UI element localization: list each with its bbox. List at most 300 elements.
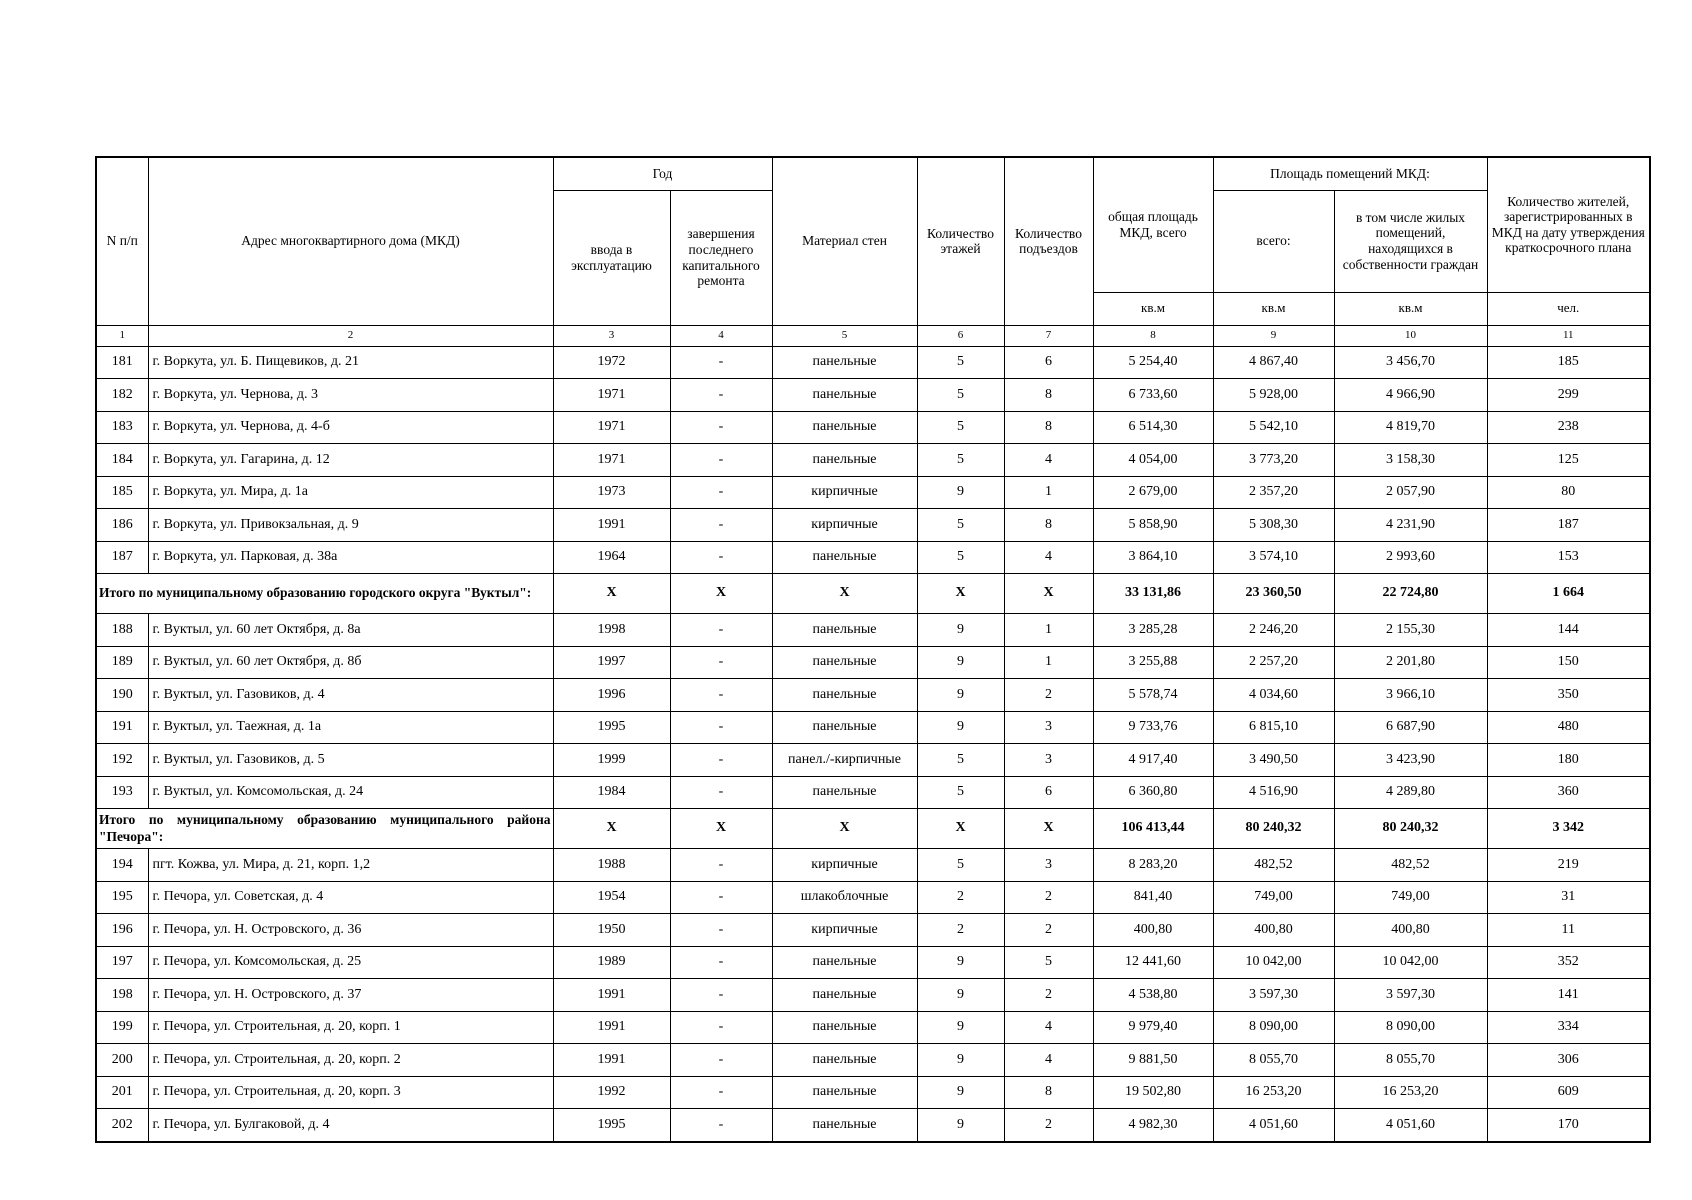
row-address: г. Воркута, ул. Чернова, д. 4-б	[148, 411, 553, 444]
table-cell: 350	[1487, 679, 1650, 712]
table-cell: 31	[1487, 881, 1650, 914]
table-cell: 9	[917, 646, 1004, 679]
table-row	[96, 946, 1650, 979]
table-cell: 9	[917, 476, 1004, 509]
table-row	[96, 346, 1650, 379]
table-cell: -	[670, 541, 772, 574]
table-cell: 4 289,80	[1334, 776, 1487, 809]
table-cell: -	[670, 444, 772, 477]
column-number: 11	[1487, 325, 1650, 346]
total-cell: 80 240,32	[1213, 809, 1334, 849]
table-cell: 3	[1004, 711, 1093, 744]
row-address: г. Воркута, ул. Чернова, д. 3	[148, 379, 553, 412]
table-cell: -	[670, 1109, 772, 1142]
column-number: 7	[1004, 325, 1093, 346]
table-row	[96, 1011, 1650, 1044]
table-cell: 125	[1487, 444, 1650, 477]
table-cell: 3 158,30	[1334, 444, 1487, 477]
table-cell: 1996	[553, 679, 670, 712]
table-cell: 4	[1004, 444, 1093, 477]
table-row	[96, 849, 1650, 882]
table-cell: 8 090,00	[1334, 1011, 1487, 1044]
table-cell: 360	[1487, 776, 1650, 809]
table-cell: 187	[1487, 509, 1650, 542]
total-cell: X	[917, 574, 1004, 614]
row-number: 187	[96, 541, 148, 574]
table-row	[96, 444, 1650, 477]
header-entrances: Количество подъездов	[1004, 157, 1093, 325]
header-premises-group: Площадь помещений МКД:	[1213, 157, 1487, 190]
table-cell: 6	[1004, 346, 1093, 379]
total-cell: X	[1004, 574, 1093, 614]
table-cell: панельные	[772, 379, 917, 412]
table-cell: 1991	[553, 979, 670, 1012]
table-cell: 6 360,80	[1093, 776, 1213, 809]
row-number: 196	[96, 914, 148, 947]
table-cell: 4 231,90	[1334, 509, 1487, 542]
table-cell: 4 538,80	[1093, 979, 1213, 1012]
table-cell: 1997	[553, 646, 670, 679]
row-address: г. Печора, ул. Н. Островского, д. 37	[148, 979, 553, 1012]
header-premises-total: всего:	[1213, 190, 1334, 292]
column-number: 1	[96, 325, 148, 346]
table-cell: 3	[1004, 849, 1093, 882]
column-number: 6	[917, 325, 1004, 346]
table-cell: 8	[1004, 509, 1093, 542]
table-cell: -	[670, 946, 772, 979]
table-cell: 609	[1487, 1076, 1650, 1109]
table-cell: 1991	[553, 509, 670, 542]
table-cell: -	[670, 679, 772, 712]
table-cell: 144	[1487, 614, 1650, 647]
table-cell: 4 819,70	[1334, 411, 1487, 444]
row-address: г. Печора, ул. Строительная, д. 20, корп. 3	[148, 1076, 553, 1109]
table-cell: 1989	[553, 946, 670, 979]
table-row	[96, 1109, 1650, 1142]
table-cell: 5	[917, 346, 1004, 379]
table-cell: панельные	[772, 411, 917, 444]
table-cell: -	[670, 849, 772, 882]
row-number: 189	[96, 646, 148, 679]
row-number: 202	[96, 1109, 148, 1142]
table-row	[96, 776, 1650, 809]
table-cell: 10 042,00	[1213, 946, 1334, 979]
column-number: 8	[1093, 325, 1213, 346]
table-cell: панельные	[772, 541, 917, 574]
table-cell: -	[670, 711, 772, 744]
header-year-group: Год	[553, 157, 772, 190]
table-cell: -	[670, 744, 772, 777]
table-cell: 1971	[553, 379, 670, 412]
table-cell: 5	[917, 744, 1004, 777]
table-cell: 8	[1004, 379, 1093, 412]
table-cell: -	[670, 881, 772, 914]
table-cell: 4 966,90	[1334, 379, 1487, 412]
table-row	[96, 614, 1650, 647]
table-cell: панельные	[772, 711, 917, 744]
table-cell: панельные	[772, 1109, 917, 1142]
header-num: N п/п	[96, 157, 148, 325]
table-cell: 5	[1004, 946, 1093, 979]
table-body	[96, 346, 1650, 1142]
table-row	[96, 541, 1650, 574]
total-row	[96, 809, 1650, 849]
row-number: 194	[96, 849, 148, 882]
table-cell: 3 597,30	[1334, 979, 1487, 1012]
table-cell: панельные	[772, 679, 917, 712]
row-address: г. Воркута, ул. Мира, д. 1а	[148, 476, 553, 509]
table-cell: 9	[917, 1109, 1004, 1142]
table-cell: 299	[1487, 379, 1650, 412]
total-cell: 1 664	[1487, 574, 1650, 614]
table-cell: 5 308,30	[1213, 509, 1334, 542]
table-cell: -	[670, 776, 772, 809]
row-address: г. Печора, ул. Строительная, д. 20, корп. 1	[148, 1011, 553, 1044]
table-cell: панельные	[772, 776, 917, 809]
table-cell: 1995	[553, 1109, 670, 1142]
table-cell: 9	[917, 979, 1004, 1012]
table-cell: -	[670, 1011, 772, 1044]
table-cell: 1999	[553, 744, 670, 777]
table-cell: кирпичные	[772, 476, 917, 509]
total-cell: X	[772, 574, 917, 614]
total-cell: 22 724,80	[1334, 574, 1487, 614]
table-cell: панельные	[772, 1011, 917, 1044]
row-number: 185	[96, 476, 148, 509]
table-cell: 1950	[553, 914, 670, 947]
table-cell: 3	[1004, 744, 1093, 777]
table-cell: 5	[917, 509, 1004, 542]
table-cell: 2	[1004, 914, 1093, 947]
table-cell: 841,40	[1093, 881, 1213, 914]
row-address: г. Воркута, ул. Привокзальная, д. 9	[148, 509, 553, 542]
row-address: г. Вуктыл, ул. 60 лет Октября, д. 8а	[148, 614, 553, 647]
row-address: г. Вуктыл, ул. Газовиков, д. 4	[148, 679, 553, 712]
table-cell: 4	[1004, 1011, 1093, 1044]
row-number: 200	[96, 1044, 148, 1077]
row-address: г. Печора, ул. Советская, д. 4	[148, 881, 553, 914]
table-cell: 8	[1004, 1076, 1093, 1109]
table-cell: 10 042,00	[1334, 946, 1487, 979]
table-cell: 11	[1487, 914, 1650, 947]
table-row	[96, 679, 1650, 712]
table-cell: -	[670, 509, 772, 542]
table-cell: кирпичные	[772, 509, 917, 542]
table-cell: 3 773,20	[1213, 444, 1334, 477]
table-cell: 4 917,40	[1093, 744, 1213, 777]
table-cell: 2	[1004, 881, 1093, 914]
total-cell: X	[553, 574, 670, 614]
table-cell: 4	[1004, 541, 1093, 574]
row-address: г. Вуктыл, ул. Таежная, д. 1а	[148, 711, 553, 744]
table-cell: 1991	[553, 1011, 670, 1044]
table-cell: 9	[917, 711, 1004, 744]
table-cell: 5	[917, 776, 1004, 809]
table-cell: 400,80	[1093, 914, 1213, 947]
table-cell: 2 993,60	[1334, 541, 1487, 574]
table-cell: панельные	[772, 346, 917, 379]
table-cell: 1998	[553, 614, 670, 647]
table-cell: панельные	[772, 979, 917, 1012]
table-cell: 1971	[553, 444, 670, 477]
header-premises-private: в том числе жилых помещений, находящихся в собственности граждан	[1334, 190, 1487, 292]
table-cell: -	[670, 346, 772, 379]
table-cell: 8 055,70	[1213, 1044, 1334, 1077]
table-cell: 334	[1487, 1011, 1650, 1044]
table-cell: 352	[1487, 946, 1650, 979]
unit-col-8: кв.м	[1093, 292, 1213, 325]
table-cell: 306	[1487, 1044, 1650, 1077]
table-cell: 180	[1487, 744, 1650, 777]
table-cell: 185	[1487, 346, 1650, 379]
row-number: 183	[96, 411, 148, 444]
table-cell: 9	[917, 614, 1004, 647]
table-row	[96, 1044, 1650, 1077]
table-cell: 3 255,88	[1093, 646, 1213, 679]
table-cell: 482,52	[1213, 849, 1334, 882]
table-cell: 5	[917, 411, 1004, 444]
header-year-commission: ввода в эксплуатацию	[553, 190, 670, 325]
table-cell: 2	[917, 914, 1004, 947]
table-cell: 2 201,80	[1334, 646, 1487, 679]
table-cell: панел./-кирпичные	[772, 744, 917, 777]
row-number: 199	[96, 1011, 148, 1044]
table-cell: 2 679,00	[1093, 476, 1213, 509]
table-cell: 4 982,30	[1093, 1109, 1213, 1142]
column-number: 9	[1213, 325, 1334, 346]
header-address: Адрес многоквартирного дома (МКД)	[148, 157, 553, 325]
table-cell: 1	[1004, 614, 1093, 647]
table-header	[96, 157, 1650, 346]
unit-col-10: кв.м	[1334, 292, 1487, 325]
table-row	[96, 509, 1650, 542]
table-cell: 6 687,90	[1334, 711, 1487, 744]
table-cell: -	[670, 411, 772, 444]
table-cell: 6 514,30	[1093, 411, 1213, 444]
row-address: г. Вуктыл, ул. 60 лет Октября, д. 8б	[148, 646, 553, 679]
table-cell: 9 881,50	[1093, 1044, 1213, 1077]
table-row	[96, 881, 1650, 914]
table-cell: панельные	[772, 1076, 917, 1109]
table-cell: 219	[1487, 849, 1650, 882]
table-cell: -	[670, 646, 772, 679]
table-row	[96, 1076, 1650, 1109]
table-cell: 400,80	[1334, 914, 1487, 947]
table-cell: 4	[1004, 1044, 1093, 1077]
table-cell: 8 090,00	[1213, 1011, 1334, 1044]
total-cell: 3 342	[1487, 809, 1650, 849]
table-cell: 1991	[553, 1044, 670, 1077]
table-cell: панельные	[772, 614, 917, 647]
table-cell: 2 257,20	[1213, 646, 1334, 679]
unit-col-11: чел.	[1487, 292, 1650, 325]
table-cell: 1972	[553, 346, 670, 379]
table-cell: 19 502,80	[1093, 1076, 1213, 1109]
table-cell: 3 285,28	[1093, 614, 1213, 647]
total-cell: X	[553, 809, 670, 849]
table-cell: 749,00	[1334, 881, 1487, 914]
row-address: г. Печора, ул. Булгаковой, д. 4	[148, 1109, 553, 1142]
total-cell: 106 413,44	[1093, 809, 1213, 849]
table-cell: 5 542,10	[1213, 411, 1334, 444]
table-cell: кирпичные	[772, 914, 917, 947]
table-cell: -	[670, 1076, 772, 1109]
row-address: г. Печора, ул. Строительная, д. 20, корп. 2	[148, 1044, 553, 1077]
table-cell: 1992	[553, 1076, 670, 1109]
row-number: 197	[96, 946, 148, 979]
housing-table	[95, 156, 1651, 1143]
row-number: 182	[96, 379, 148, 412]
table-cell: 2	[917, 881, 1004, 914]
column-number-row	[96, 325, 1650, 346]
table-cell: 3 966,10	[1334, 679, 1487, 712]
total-label: Итого по муниципальному образованию муниципального района "Печора":	[96, 809, 553, 849]
header-total-area: общая площадь МКД, всего	[1093, 157, 1213, 292]
table-cell: 749,00	[1213, 881, 1334, 914]
table-cell: 9	[917, 1044, 1004, 1077]
table-cell: 1	[1004, 646, 1093, 679]
table-cell: 3 490,50	[1213, 744, 1334, 777]
row-number: 193	[96, 776, 148, 809]
row-number: 195	[96, 881, 148, 914]
table-cell: 1995	[553, 711, 670, 744]
table-cell: 170	[1487, 1109, 1650, 1142]
table-row	[96, 476, 1650, 509]
table-row	[96, 914, 1650, 947]
table-cell: панельные	[772, 1044, 917, 1077]
table-cell: 8	[1004, 411, 1093, 444]
table-cell: 1954	[553, 881, 670, 914]
table-cell: 3 423,90	[1334, 744, 1487, 777]
total-cell: 23 360,50	[1213, 574, 1334, 614]
column-number: 10	[1334, 325, 1487, 346]
total-cell: X	[670, 574, 772, 614]
table-cell: 5	[917, 849, 1004, 882]
table-cell: панельные	[772, 444, 917, 477]
table-cell: 2	[1004, 679, 1093, 712]
table-cell: 4 051,60	[1213, 1109, 1334, 1142]
table-cell: 16 253,20	[1213, 1076, 1334, 1109]
table-row	[96, 744, 1650, 777]
unit-col-9: кв.м	[1213, 292, 1334, 325]
table-cell: 5 858,90	[1093, 509, 1213, 542]
table-row	[96, 646, 1650, 679]
row-number: 181	[96, 346, 148, 379]
table-cell: 150	[1487, 646, 1650, 679]
row-number: 201	[96, 1076, 148, 1109]
table-cell: -	[670, 979, 772, 1012]
header-year-repair: завершения последнего капитального ремонта	[670, 190, 772, 325]
table-row	[96, 711, 1650, 744]
table-cell: 1	[1004, 476, 1093, 509]
table-row	[96, 411, 1650, 444]
row-address: г. Вуктыл, ул. Газовиков, д. 5	[148, 744, 553, 777]
table-cell: 2	[1004, 1109, 1093, 1142]
row-address: г. Воркута, ул. Гагарина, д. 12	[148, 444, 553, 477]
table-cell: кирпичные	[772, 849, 917, 882]
table-cell: -	[670, 476, 772, 509]
column-number: 2	[148, 325, 553, 346]
table-cell: 3 456,70	[1334, 346, 1487, 379]
table-cell: 6 733,60	[1093, 379, 1213, 412]
table-cell: 9	[917, 679, 1004, 712]
table-cell: -	[670, 1044, 772, 1077]
row-address: г. Печора, ул. Комсомольская, д. 25	[148, 946, 553, 979]
table-cell: 3 597,30	[1213, 979, 1334, 1012]
table-cell: 2 155,30	[1334, 614, 1487, 647]
row-number: 188	[96, 614, 148, 647]
table-cell: 8 283,20	[1093, 849, 1213, 882]
table-cell: 9	[917, 1076, 1004, 1109]
table-cell: -	[670, 379, 772, 412]
row-number: 186	[96, 509, 148, 542]
table-row	[96, 379, 1650, 412]
table-cell: 400,80	[1213, 914, 1334, 947]
table-cell: 4 054,00	[1093, 444, 1213, 477]
row-address: г. Печора, ул. Н. Островского, д. 36	[148, 914, 553, 947]
table-cell: 238	[1487, 411, 1650, 444]
total-cell: X	[772, 809, 917, 849]
total-label: Итого по муниципальному образованию городского округа "Вуктыл":	[96, 574, 553, 614]
table-cell: 6	[1004, 776, 1093, 809]
header-floors: Количество этажей	[917, 157, 1004, 325]
row-number: 198	[96, 979, 148, 1012]
table-cell: 6 815,10	[1213, 711, 1334, 744]
table-row	[96, 979, 1650, 1012]
table-cell: 5	[917, 379, 1004, 412]
row-address: г. Воркута, ул. Б. Пищевиков, д. 21	[148, 346, 553, 379]
table-cell: 2	[1004, 979, 1093, 1012]
table-cell: 141	[1487, 979, 1650, 1012]
column-number: 3	[553, 325, 670, 346]
table-cell: 4 516,90	[1213, 776, 1334, 809]
table-cell: 3 574,10	[1213, 541, 1334, 574]
table-cell: 9	[917, 946, 1004, 979]
table-cell: 1984	[553, 776, 670, 809]
column-number: 5	[772, 325, 917, 346]
table-cell: 2 357,20	[1213, 476, 1334, 509]
table-cell: 9 979,40	[1093, 1011, 1213, 1044]
table-cell: 5 254,40	[1093, 346, 1213, 379]
row-address: пгт. Кожва, ул. Мира, д. 21, корп. 1,2	[148, 849, 553, 882]
table-cell: 16 253,20	[1334, 1076, 1487, 1109]
table-cell: 1988	[553, 849, 670, 882]
table-cell: 9	[917, 1011, 1004, 1044]
row-number: 190	[96, 679, 148, 712]
table-cell: шлакоблочные	[772, 881, 917, 914]
total-cell: X	[917, 809, 1004, 849]
table-cell: 2 246,20	[1213, 614, 1334, 647]
table-cell: 5 578,74	[1093, 679, 1213, 712]
table-cell: -	[670, 914, 772, 947]
table-cell: 5	[917, 444, 1004, 477]
table-cell: 1973	[553, 476, 670, 509]
table-cell: 1964	[553, 541, 670, 574]
column-number: 4	[670, 325, 772, 346]
table-cell: 5 928,00	[1213, 379, 1334, 412]
total-row	[96, 574, 1650, 614]
table-cell: 4 034,60	[1213, 679, 1334, 712]
table-cell: 3 864,10	[1093, 541, 1213, 574]
table-cell: 480	[1487, 711, 1650, 744]
row-number: 191	[96, 711, 148, 744]
row-address: г. Воркута, ул. Парковая, д. 38а	[148, 541, 553, 574]
row-number: 192	[96, 744, 148, 777]
table-cell: 5	[917, 541, 1004, 574]
total-cell: 33 131,86	[1093, 574, 1213, 614]
table-cell: 9 733,76	[1093, 711, 1213, 744]
table-cell: 8 055,70	[1334, 1044, 1487, 1077]
